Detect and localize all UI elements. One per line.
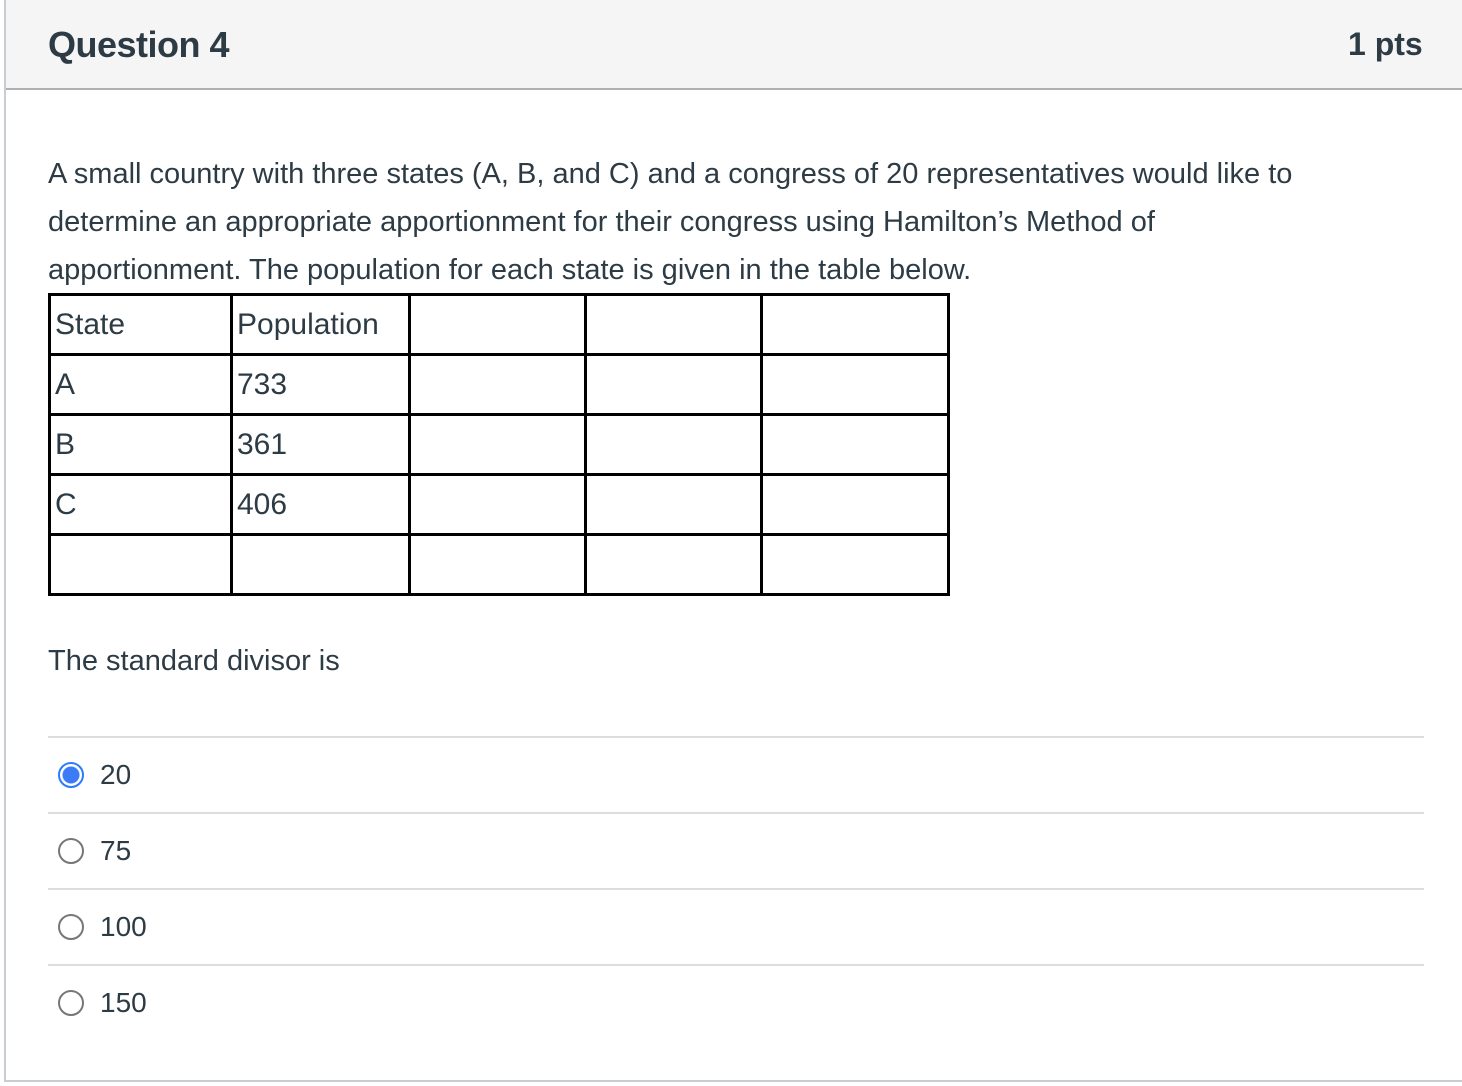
table-cell	[586, 355, 762, 415]
option-label: 20	[100, 759, 132, 790]
table-cell: 406	[232, 475, 410, 535]
table-cell: Population	[232, 295, 410, 355]
answer-options	[48, 736, 1424, 1040]
table-cell	[762, 415, 949, 475]
table-cell	[586, 415, 762, 475]
table-cell	[232, 535, 410, 595]
table-row	[50, 415, 949, 475]
table-cell	[410, 475, 586, 535]
question-title: Question 4	[48, 24, 230, 65]
table-cell	[410, 355, 586, 415]
table-cell: 361	[232, 415, 410, 475]
table-cell	[762, 475, 949, 535]
question-prompt: The standard divisor is	[48, 645, 340, 677]
radio-button[interactable]	[58, 914, 84, 940]
question-panel	[4, 0, 1462, 1082]
option-label: 100	[100, 911, 147, 942]
question-text: A small country with three states (A, B, and C) and a congress of 20 representatives would like to determine an appropriate apportionment for their congress using Hamilton’s Method of apportionment. The population for each state is given in the table below.	[48, 158, 1293, 286]
radio-button[interactable]	[58, 838, 84, 864]
table-cell: A	[50, 355, 232, 415]
option-label: 150	[100, 987, 147, 1018]
table-row	[50, 355, 949, 415]
table-row	[50, 535, 949, 595]
question-header	[6, 0, 1462, 90]
answer-option[interactable]	[48, 736, 1424, 812]
table-cell	[762, 355, 949, 415]
answer-option[interactable]	[48, 964, 1424, 1040]
table-cell	[50, 535, 232, 595]
population-table	[48, 293, 950, 596]
table-row	[50, 475, 949, 535]
table-cell	[762, 295, 949, 355]
table-row	[50, 295, 949, 355]
table-cell: 733	[232, 355, 410, 415]
table-cell	[410, 415, 586, 475]
table-cell	[586, 295, 762, 355]
radio-button[interactable]	[58, 762, 84, 788]
table-cell	[586, 475, 762, 535]
radio-button[interactable]	[58, 990, 84, 1016]
table-cell	[586, 535, 762, 595]
answer-option[interactable]	[48, 888, 1424, 964]
option-label: 75	[100, 835, 132, 866]
table-cell: C	[50, 475, 232, 535]
table-cell: B	[50, 415, 232, 475]
table-cell	[762, 535, 949, 595]
table-cell	[410, 295, 586, 355]
table-cell	[410, 535, 586, 595]
table-cell: State	[50, 295, 232, 355]
answer-option[interactable]	[48, 812, 1424, 888]
question-points: 1 pts	[1348, 26, 1423, 62]
